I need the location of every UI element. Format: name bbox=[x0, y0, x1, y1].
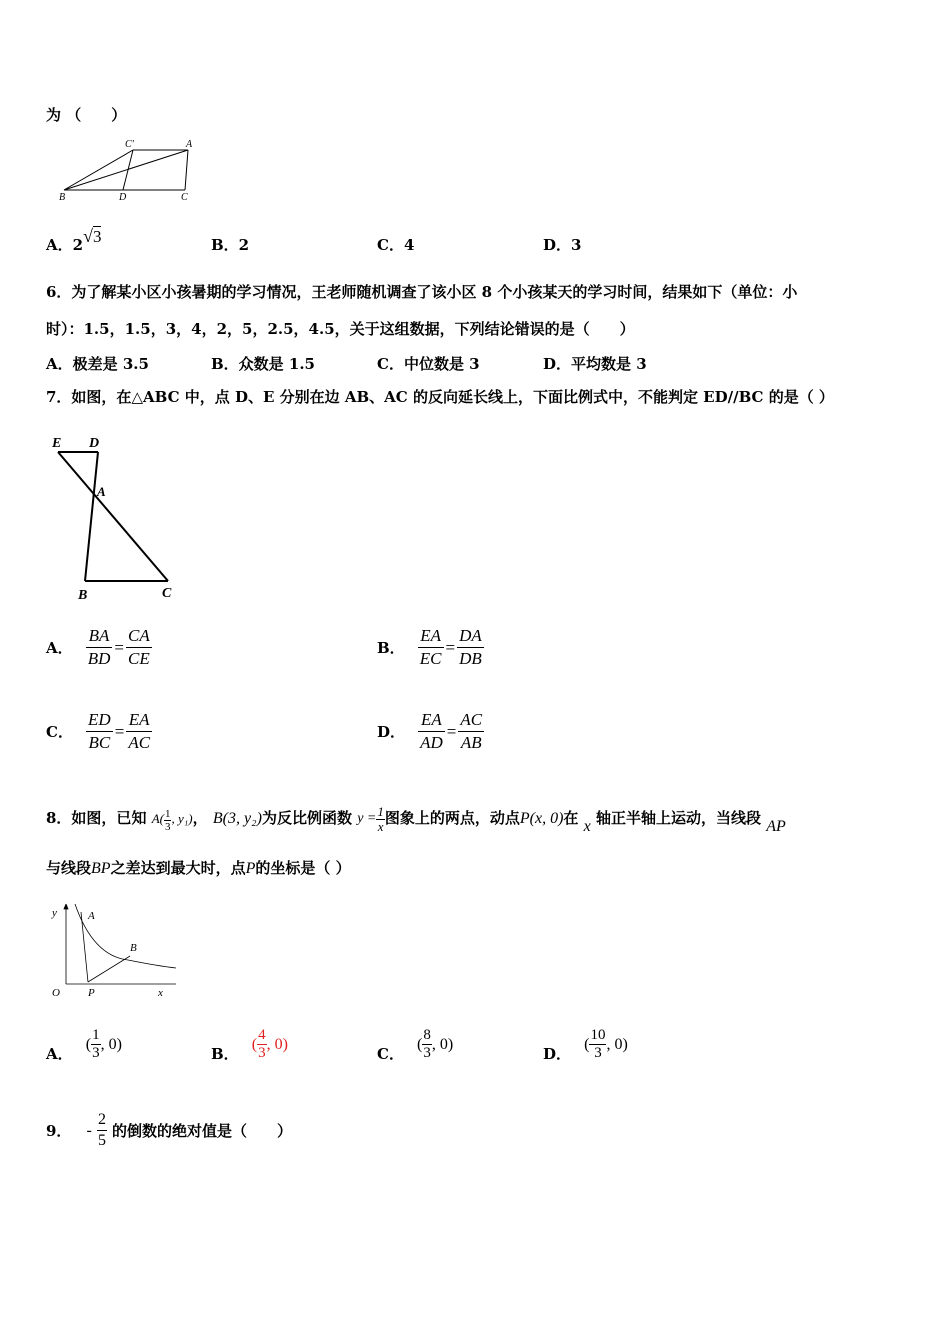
frac-denominator: BD bbox=[87, 649, 111, 668]
frac-numerator: 8 bbox=[423, 1027, 431, 1043]
q8-point-a bbox=[152, 799, 193, 839]
frac-numerator: 1 bbox=[92, 1027, 100, 1043]
q8-label-y: y bbox=[52, 907, 57, 919]
q8-option-c-frac bbox=[422, 1027, 432, 1062]
q7-label-e: E bbox=[52, 436, 62, 451]
frac-numerator: 1 bbox=[164, 807, 171, 820]
q8-text-3: 图象上的两点，动点 bbox=[384, 809, 520, 827]
frac-numerator: 4 bbox=[258, 1027, 266, 1043]
q5-option-a bbox=[46, 226, 101, 255]
q6-stem-line2: 时）：1.5，1.5，3，4，2，5，2.5，4.5，关于这组数据，下列结论错误的是（ ） bbox=[46, 320, 635, 338]
q7-option-b-label: B． bbox=[377, 639, 405, 657]
equals-sign: = bbox=[114, 721, 125, 741]
q8-point-p: P(x, 0) bbox=[519, 810, 564, 827]
equals-sign: = bbox=[114, 637, 124, 657]
frac-denominator: 5 bbox=[97, 1132, 106, 1149]
q5-option-a-radicand: 3 bbox=[92, 227, 102, 246]
frac-denominator: 3 bbox=[594, 1045, 602, 1061]
q7-option-d bbox=[377, 709, 484, 754]
q8-option-b-value bbox=[251, 1027, 288, 1061]
q5-option-d: D．3 bbox=[543, 236, 582, 254]
q9-text: 的倒数的绝对值是（ ） bbox=[112, 1122, 293, 1140]
frac-numerator: 1 bbox=[377, 803, 384, 819]
q8-label-a: A bbox=[88, 910, 95, 922]
q8-option-a bbox=[46, 1027, 122, 1064]
q8-label-p: P bbox=[88, 987, 95, 999]
q8-point-a-pre: A( bbox=[151, 811, 164, 826]
q7-option-c-label: C． bbox=[46, 723, 73, 741]
q8-label-b: B bbox=[130, 942, 137, 954]
equals-sign: = bbox=[445, 637, 456, 657]
q5-label-d: D bbox=[119, 192, 127, 203]
q8-hyperbola-figure bbox=[48, 898, 180, 1002]
frac-numerator: DA bbox=[457, 625, 484, 648]
frac-numerator: 2 bbox=[97, 1110, 107, 1131]
q8-ap-segment: AP bbox=[766, 818, 786, 835]
frac-denominator: DB bbox=[459, 649, 482, 668]
q5-label-b: B bbox=[59, 192, 66, 203]
frac-numerator: ED bbox=[86, 709, 113, 732]
q6-option-d: D．平均数是 3 bbox=[543, 355, 647, 373]
frac-denominator: AD bbox=[420, 733, 443, 752]
q7-option-a-frac1 bbox=[86, 625, 113, 670]
q5-option-c: C．4 bbox=[377, 236, 415, 254]
q8-option-d-open: ( bbox=[584, 1035, 590, 1053]
q8-line2-b: 之差达到最大时，点 bbox=[110, 859, 246, 877]
q8-text-2: 为反比例函数 bbox=[261, 809, 352, 827]
frac-numerator: 10 bbox=[590, 1027, 606, 1043]
q7-option-a-label: A． bbox=[46, 639, 73, 657]
q8-stem-line2 bbox=[46, 857, 351, 878]
q8-option-c-close: , 0) bbox=[431, 1035, 454, 1053]
q8-option-b-frac bbox=[257, 1027, 267, 1062]
frac-denominator: AC bbox=[128, 733, 151, 752]
q7-option-c-frac1 bbox=[86, 709, 113, 754]
frac-denominator: CE bbox=[128, 649, 150, 668]
q5-tail-text: 为 （ ） bbox=[46, 106, 127, 124]
equals-sign: = bbox=[446, 721, 457, 741]
q8-option-c-label: C． bbox=[377, 1045, 404, 1063]
q7-option-b-frac2 bbox=[457, 625, 484, 670]
q7-triangle-figure bbox=[44, 428, 184, 604]
frac-denominator: BC bbox=[88, 733, 111, 752]
frac-numerator: EA bbox=[418, 625, 444, 648]
q7-label-c: C bbox=[162, 586, 172, 601]
q8-func-frac bbox=[376, 805, 385, 834]
q6-option-c: C．中位数是 3 bbox=[377, 355, 480, 373]
q7-option-a bbox=[46, 625, 152, 670]
q5-parallelogram-figure bbox=[55, 136, 205, 206]
q8-bp-segment: BP bbox=[91, 860, 111, 877]
q9-number: 9． bbox=[46, 1122, 72, 1140]
q9-stem bbox=[46, 1110, 292, 1151]
q6-stem-line1: 6．为了解某小区小孩暑期的学习情况，王老师随机调查了该小区 8 个小孩某天的学习时间，结果如下（单位：小 bbox=[46, 283, 798, 301]
q8-point-b: B(3, y₂) bbox=[212, 810, 262, 827]
q8-line2-a: 与线段 bbox=[46, 859, 92, 877]
q8-comma: ， bbox=[192, 809, 208, 827]
q8-option-b-close: , 0) bbox=[266, 1035, 288, 1053]
q7-option-d-frac1 bbox=[418, 709, 445, 754]
q8-option-c-open: ( bbox=[417, 1035, 423, 1053]
q8-label-o: O bbox=[52, 987, 60, 999]
q7-option-c bbox=[46, 709, 152, 754]
q7-label-a: A bbox=[97, 484, 106, 499]
q7-option-c-frac2 bbox=[126, 709, 152, 754]
q8-option-d bbox=[543, 1027, 628, 1064]
q5-label-c-prime: C' bbox=[125, 139, 134, 150]
q8-option-b-open: ( bbox=[251, 1035, 258, 1053]
q8-line2-c: 的坐标是（ ） bbox=[255, 859, 351, 877]
frac-denominator: x bbox=[377, 818, 384, 834]
q8-option-b bbox=[211, 1027, 288, 1064]
frac-denominator: AB bbox=[460, 733, 482, 752]
q8-point-a-post: , y₁) bbox=[171, 811, 193, 826]
q7-option-d-frac2 bbox=[458, 709, 484, 754]
q5-option-a-label: A．2 bbox=[46, 236, 84, 254]
q8-option-d-label: D． bbox=[543, 1045, 572, 1063]
q8-x-var: x bbox=[583, 818, 591, 835]
q7-label-d: D bbox=[89, 436, 100, 451]
q8-p-point: P bbox=[245, 860, 256, 877]
q8-option-c bbox=[377, 1027, 453, 1064]
q5-label-a: A bbox=[186, 139, 193, 150]
q8-option-a-frac bbox=[91, 1027, 101, 1062]
frac-numerator: BA bbox=[86, 625, 113, 648]
q8-option-a-close: , 0) bbox=[100, 1035, 122, 1053]
q6-option-b: B．众数是 1.5 bbox=[211, 355, 315, 373]
q8-text-5: 轴正半轴上运动，当线段 bbox=[596, 809, 762, 827]
q5-option-b: B．2 bbox=[211, 236, 250, 254]
q8-text-1: 8．如图，已知 bbox=[46, 809, 147, 827]
q7-option-b-frac1 bbox=[418, 625, 444, 670]
q8-option-a-open: ( bbox=[85, 1035, 92, 1053]
q7-option-d-label: D． bbox=[377, 723, 406, 741]
frac-denominator: 3 bbox=[258, 1045, 266, 1061]
q7-option-b bbox=[377, 625, 484, 670]
frac-denominator: 3 bbox=[92, 1045, 100, 1061]
q8-text-4: 在 bbox=[563, 809, 579, 827]
q9-fraction bbox=[97, 1110, 107, 1151]
q7-label-b: B bbox=[78, 588, 88, 603]
q8-option-d-frac bbox=[589, 1027, 606, 1062]
q5-label-c: C bbox=[181, 192, 188, 203]
q8-func-lhs: y = bbox=[357, 811, 377, 826]
sqrt-icon: √ bbox=[83, 226, 93, 246]
q8-option-a-label: A． bbox=[46, 1045, 73, 1063]
q9-minus-sign: - bbox=[86, 1121, 92, 1139]
frac-denominator: EC bbox=[419, 649, 442, 668]
q8-option-d-close: , 0) bbox=[606, 1035, 628, 1053]
q7-option-a-frac2 bbox=[126, 625, 152, 670]
frac-denominator: 3 bbox=[423, 1045, 431, 1061]
frac-numerator: AC bbox=[458, 709, 484, 732]
frac-numerator: CA bbox=[126, 625, 152, 648]
q8-option-b-label: B． bbox=[211, 1045, 239, 1063]
q8-label-x: x bbox=[158, 987, 163, 999]
frac-denominator: 3 bbox=[164, 820, 171, 833]
frac-numerator: EA bbox=[126, 709, 152, 732]
q8-stem-line1 bbox=[46, 798, 786, 847]
q6-option-a: A．极差是 3.5 bbox=[46, 355, 149, 373]
q7-stem: 7．如图，在△ABC 中，点 D、E 分别在边 AB、AC 的反向延长线上，下面比例式中，不能判定 ED//BC 的是（ ） bbox=[46, 388, 834, 406]
frac-numerator: EA bbox=[418, 709, 445, 732]
